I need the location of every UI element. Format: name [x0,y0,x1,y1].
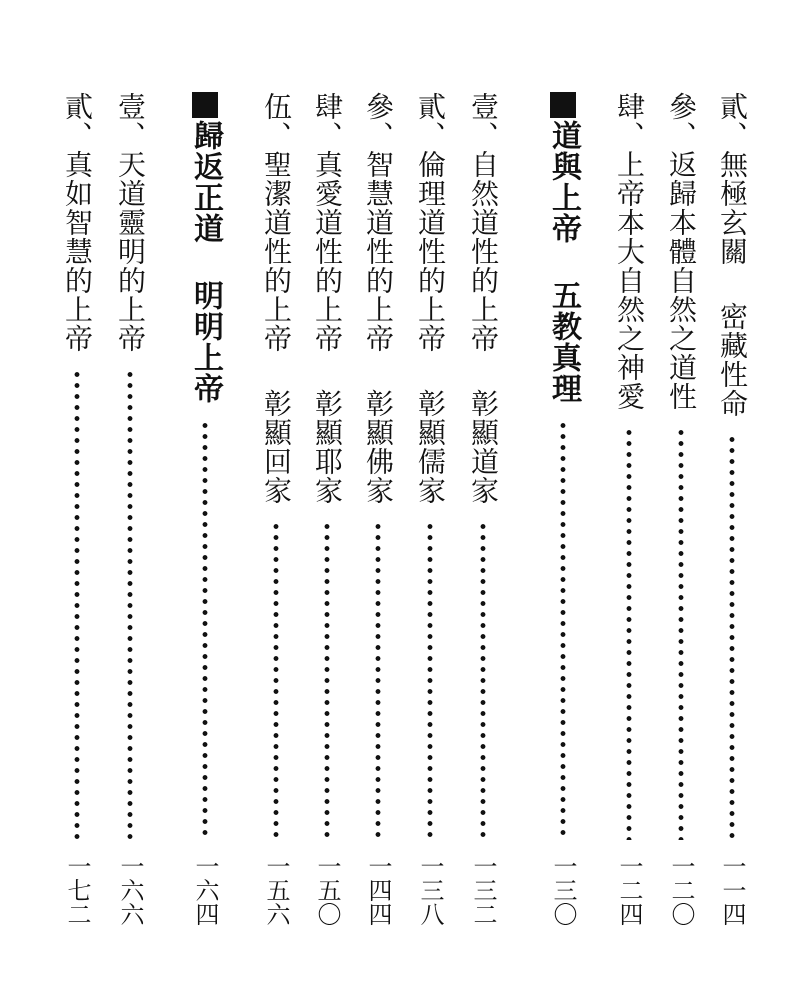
dot-leader [127,369,133,840]
toc-entry-subtitle: 明明上帝 [188,280,223,404]
toc-page-number: 一六四 [191,854,219,926]
toc-entry-title: 壹、天道靈明的上帝 [114,92,147,353]
toc-entry-title: 肆、上帝本大自然之神愛 [613,92,646,411]
toc-page-number: 一三〇 [549,854,577,926]
dot-leader [324,521,330,840]
toc-entry-subtitle: 彰顯道家 [467,389,500,505]
toc-entry-title: 道與上帝 [546,120,581,244]
toc-page-number: 一三二 [469,854,497,926]
toc-entry-title: 參、返歸本體自然之道性 [665,92,698,411]
square-bullet-icon [192,92,218,118]
toc-entry-subtitle: 密藏性命 [716,302,749,418]
toc-page-number: 一四四 [364,854,392,926]
toc-entry[interactable] [110,92,150,932]
toc-entry[interactable] [410,92,450,932]
toc-section-heading[interactable] [185,92,225,932]
toc-page-number: 一七二 [63,854,91,926]
toc-entry-title: 壹、自然道性的上帝 [467,92,500,353]
square-bullet-icon [550,92,576,118]
toc-page-number: 一二四 [615,854,643,926]
toc-entry-subtitle: 彰顯佛家 [362,389,395,505]
dot-leader [560,420,566,840]
toc-page-number: 一二〇 [667,854,695,926]
toc-entry[interactable] [609,92,649,932]
toc-entry-title: 歸返正道 [188,120,223,244]
toc-entry-title: 貳、無極玄關 [716,92,749,266]
dot-leader [273,521,279,840]
dot-leader [375,521,381,840]
toc-entry-title: 伍、聖潔道性的上帝 [260,92,293,353]
toc-entry[interactable] [57,92,97,932]
dot-leader [729,434,735,840]
toc-entry-subtitle: 彰顯回家 [260,389,293,505]
dot-leader [74,369,80,840]
toc-page-number: 一一四 [718,854,746,926]
toc-page-number: 一五六 [262,854,290,926]
toc-entry[interactable] [358,92,398,932]
toc-entry-subtitle: 彰顯儒家 [414,389,447,505]
toc-entry-subtitle: 彰顯耶家 [311,389,344,505]
dot-leader [480,521,486,840]
toc-entry-title: 貳、真如智慧的上帝 [61,92,94,353]
dot-leader [678,427,684,840]
toc-entry-subtitle: 五教真理 [546,280,581,404]
toc-page-number: 一六六 [116,854,144,926]
toc-entry-title: 貳、倫理道性的上帝 [414,92,447,353]
toc-section-heading[interactable] [543,92,583,932]
toc-entry[interactable] [712,92,752,932]
dot-leader [626,427,632,840]
toc-entry[interactable] [256,92,296,932]
toc-entry-title: 肆、真愛道性的上帝 [311,92,344,353]
dot-leader [202,420,208,840]
dot-leader [427,521,433,840]
toc-page-number: 一五〇 [313,854,341,926]
toc-entry[interactable] [307,92,347,932]
toc-entry-title: 參、智慧道性的上帝 [362,92,395,353]
toc-page-number: 一三八 [416,854,444,926]
toc-entry[interactable] [463,92,503,932]
toc-entry[interactable] [661,92,701,932]
